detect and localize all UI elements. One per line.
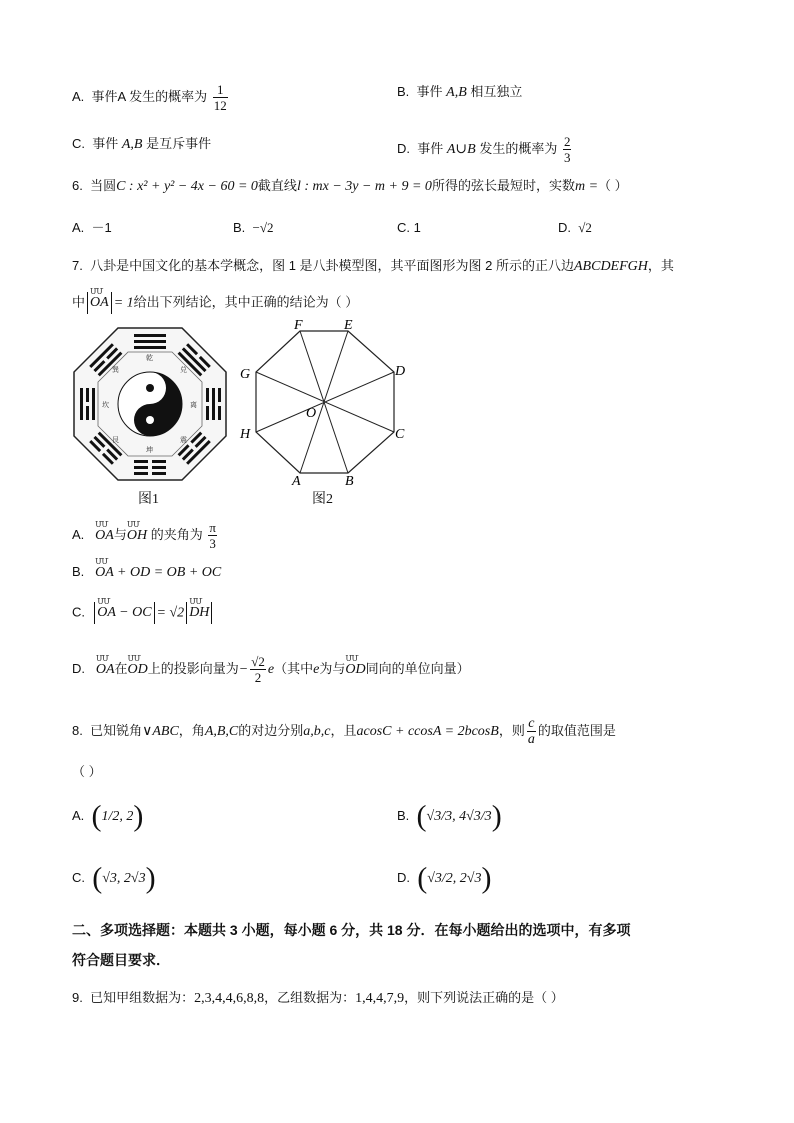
q8-option-c: C. (√3, 2√3) [72,861,156,895]
svg-text:巽: 巽 [112,366,119,374]
q8-option-b: B. (√3/3, 4√3/3) [397,799,502,833]
fraction: $\frac{c}{a}$ [527,716,535,747]
vertex-g: G [240,367,251,382]
svg-text:兑: 兑 [180,366,187,374]
svg-text:坤: 坤 [146,446,153,454]
section-2-heading-line1: 二、多项选择题：本题共 3 小题，每小题 6 分，共 18 分．在每小题给出的选项中，有多项 [72,922,631,938]
svg-text:离: 离 [190,401,197,409]
q6-option-d: D. √2 [558,220,592,235]
vertex-d: D [395,364,406,379]
figure-2-caption: 图2 [312,492,333,507]
fraction: $\frac{1}{12}$ [213,82,227,113]
figure-1-bagua [72,326,228,482]
vertex-e: E [344,318,353,333]
q8-paren: （ ） [72,764,102,779]
figure-2-octagon [232,318,410,488]
vertex-c: C [395,427,405,442]
svg-text:坎: 坎 [102,401,109,409]
fraction: $\frac{\pi}{3}$ [209,520,216,551]
q5-option-c: C. 事件 A,B 是互斥事件 [72,136,212,152]
vertex-a: A [292,474,301,488]
q7-option-b: B. ՄՄ OA + OD = OB + OC [72,562,221,583]
q8-option-d: D. (√3/2, 2√3) [397,861,492,895]
vertex-f: F [294,318,303,333]
figure-1-caption: 图1 [138,492,159,507]
q5-option-d: D. 事件 A∪B 发生的概率为 $\frac{2}{3}$ [397,134,571,165]
vertex-o: O [306,406,317,421]
svg-text:艮: 艮 [112,436,119,444]
vertex-b: B [345,474,354,488]
fraction: $\frac{2}{3}$ [563,134,571,165]
q6-option-b: B. −√2 [233,220,274,235]
svg-text:震: 震 [180,436,187,444]
q6-stem: 6. 当圆C : x² + y² − 4x − 60 = 0截直线l : mx − 3y − m + 9 = 0所得的弦长最短时，实数m =（ ） [72,178,628,194]
q7-option-a: A. ՄՄ OA与ՄՄ OH 的夹角为 $\frac{\pi}{3}$ [72,520,219,551]
q7-stem-line1: 7. 八卦是中国文化的基本学概念，图 1 是八卦模型图，其平面图形为图 2 所示的正八边ABCDEFGH，其 [72,258,674,274]
q8-option-a: A. (1/2, 2) [72,799,144,833]
q5-option-a: A. 事件A 发生的概率为 $\frac{1}{12}$ [72,82,227,113]
q9-stem: 9. 已知甲组数据为：2,3,4,4,6,8,8，乙组数据为：1,4,4,7,9，则下列说法正确的是（ ） [72,990,564,1006]
q7-option-d: D. ՄՄ OA在ՄՄ OD上的投影向量为− $\frac{√2}{2}$ e（其中e为与ՄՄ OD同向的单位向量） [72,654,470,685]
vertex-h: H [240,427,251,442]
svg-text:乾: 乾 [146,354,153,362]
q8-stem: 8. 已知锐角∨ABC，角A,B,C的对边分别a,b,c，且acosC + ccosA = 2bcosB，则 $\frac{c}{a}$ 的取值范围是 [72,716,616,747]
fraction: $\frac{√2}{2}$ [251,654,265,685]
q5-option-b: B. 事件 A,B 相互独立 [397,84,523,100]
q6-option-c: C. 1 [397,220,421,235]
q7-stem-line2: 中ՄՄ OA = 1给出下列结论，其中正确的结论为（ ） [72,292,358,314]
q7-option-c: C. ՄՄ OA − OC = √2ՄՄ DH [72,602,214,624]
q6-options: A. －1 [72,220,112,235]
section-2-heading-line2: 符合题目要求． [72,952,170,968]
